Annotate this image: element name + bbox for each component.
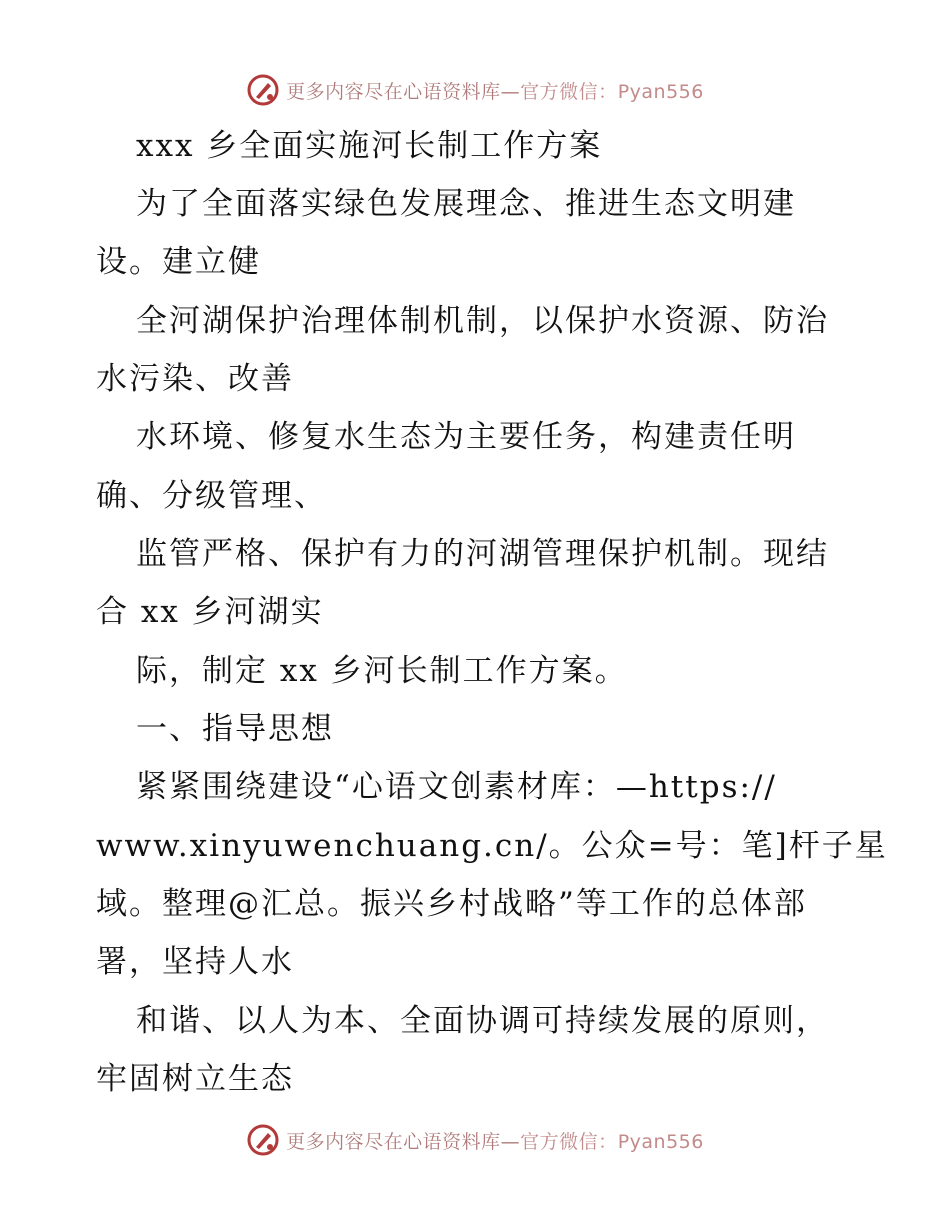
text-line: 确、分级管理、 [96,478,327,514]
watermark-text: 更多内容尽在心语资料库—官方微信：Pyan556 [286,1130,704,1153]
text-line: 和谐、以人为本、全面协调可持续发展的原则， [136,1003,829,1039]
text-line: 全河湖保护治理体制机制，以保护水资源、防治 [136,303,829,339]
text-line: 水污染、改善 [96,361,294,397]
text-line: www.xinyuwenchuang.cn/。公众=号：笔]杆子星 [96,828,888,864]
watermark-header [0,70,950,110]
text-line: 设。建立健 [96,244,261,280]
text-line: 牢固树立生态 [96,1061,294,1097]
watermark-text: 更多内容尽在心语资料库—官方微信：Pyan556 [286,80,704,103]
text-line: 域。整理@汇总。振兴乡村战略”等工作的总体部 [96,886,807,922]
document-title: xxx 乡全面实施河长制工作方案 [136,128,603,164]
text-line: 合 xx 乡河湖实 [96,594,324,630]
text-line: 监管严格、保护有力的河湖管理保护机制。现结 [136,536,829,572]
text-line: 署，坚持人水 [96,944,294,980]
watermark-footer [0,1120,950,1160]
text-line: 为了全面落实绿色发展理念、推进生态文明建 [136,186,796,222]
pen-circle-logo-icon [246,73,280,107]
section-heading: 一、指导思想 [136,711,334,747]
text-line: 际，制定 xx 乡河长制工作方案。 [136,653,628,689]
text-line: 紧紧围绕建设“心语文创素材库：—https:// [136,769,777,805]
pen-circle-logo-icon [246,1123,280,1157]
text-line: 水环境、修复水生态为主要任务，构建责任明 [136,419,796,455]
